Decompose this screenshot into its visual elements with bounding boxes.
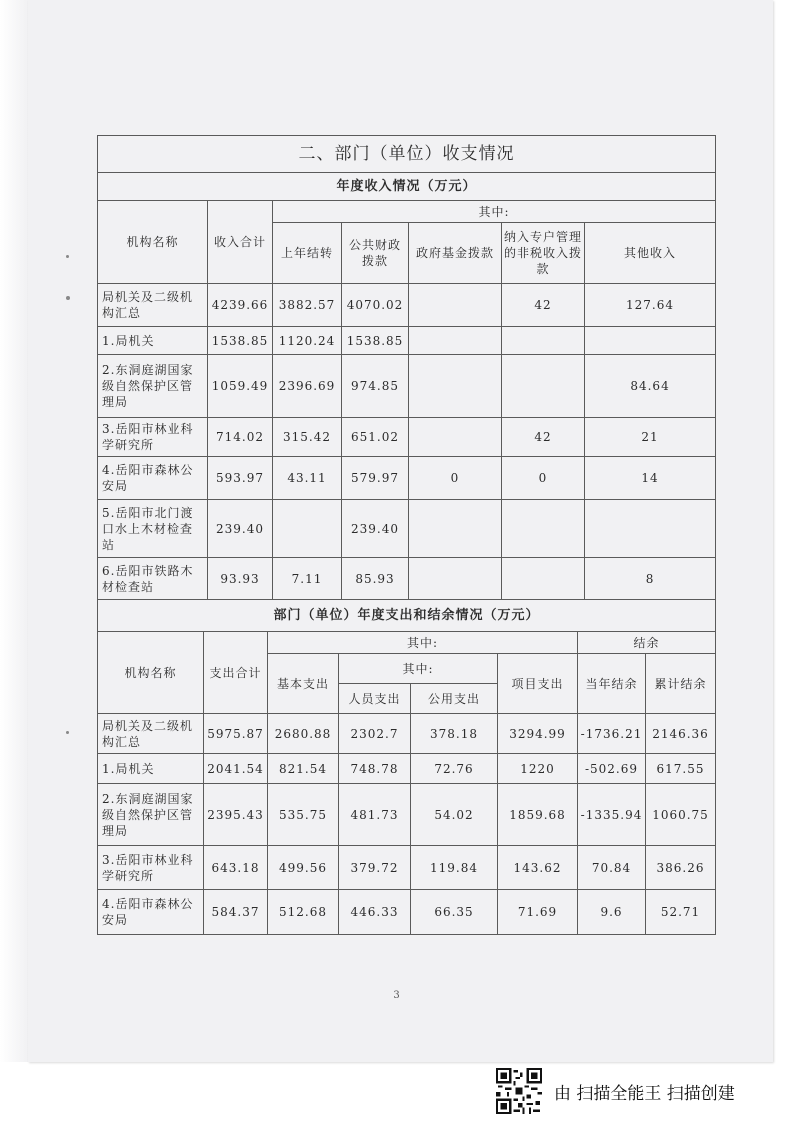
expense-header-personnel: 人员支出 xyxy=(339,684,411,714)
cell-public: 119.84 xyxy=(411,846,498,890)
expense-header-current: 当年结余 xyxy=(578,654,646,714)
income-header-other: 其他收入 xyxy=(585,223,716,284)
cell-project: 1859.68 xyxy=(498,784,578,846)
cell-total: 2395.43 xyxy=(204,784,268,846)
cell-fiscal: 4070.02 xyxy=(342,284,409,327)
cell-fiscal: 579.97 xyxy=(342,457,409,500)
cell-carryover: 1120.24 xyxy=(273,327,342,355)
cell-public: 378.18 xyxy=(411,714,498,754)
cell-nontax: 42 xyxy=(502,418,585,457)
cell-total: 593.97 xyxy=(208,457,273,500)
table-row xyxy=(98,558,716,600)
cell-govfund xyxy=(409,500,502,558)
cell-govfund xyxy=(409,284,502,327)
cell-public: 54.02 xyxy=(411,784,498,846)
row-name: 局机关及二级机构汇总 xyxy=(98,714,204,754)
cell-total: 643.18 xyxy=(204,846,268,890)
cell-public: 72.76 xyxy=(411,754,498,784)
cell-current: -1335.94 xyxy=(578,784,646,846)
income-header-govfund: 政府基金拨款 xyxy=(409,223,502,284)
row-name: 4.岳阳市森林公安局 xyxy=(98,457,208,500)
table-row xyxy=(98,754,716,784)
table-row xyxy=(98,846,716,890)
cell-personnel: 446.33 xyxy=(339,890,411,935)
scanner-watermark xyxy=(496,1067,735,1115)
row-name: 3.岳阳市林业科学研究所 xyxy=(98,846,204,890)
scan-speck xyxy=(66,296,70,300)
cell-total: 584.37 xyxy=(204,890,268,935)
cell-carryover: 7.11 xyxy=(273,558,342,600)
cell-govfund xyxy=(409,418,502,457)
cell-current: -502.69 xyxy=(578,754,646,784)
cell-project: 143.62 xyxy=(498,846,578,890)
cell-total: 239.40 xyxy=(208,500,273,558)
expense-header-basic: 基本支出 xyxy=(268,654,339,714)
cell-accum: 1060.75 xyxy=(646,784,716,846)
expense-header-public: 公用支出 xyxy=(411,684,498,714)
expense-header-project: 项目支出 xyxy=(498,654,578,714)
cell-basic: 512.68 xyxy=(268,890,339,935)
scan-speck xyxy=(66,731,69,734)
expense-header-total: 支出合计 xyxy=(204,632,268,714)
cell-other xyxy=(585,327,716,355)
cell-basic: 535.75 xyxy=(268,784,339,846)
cell-personnel: 481.73 xyxy=(339,784,411,846)
expense-table xyxy=(97,599,716,935)
watermark-text: 由 扫描全能王 扫描创建 xyxy=(554,1083,735,1104)
cell-current: 9.6 xyxy=(578,890,646,935)
page-number: 3 xyxy=(393,990,400,1001)
tables-wrapper xyxy=(97,135,715,935)
cell-basic: 2680.88 xyxy=(268,714,339,754)
cell-accum: 52.71 xyxy=(646,890,716,935)
cell-carryover: 2396.69 xyxy=(273,355,342,418)
expense-subtitle: 部门（单位）年度支出和结余情况（万元） xyxy=(98,600,716,632)
scan-speck xyxy=(66,255,69,258)
table-row xyxy=(98,418,716,457)
table-row xyxy=(98,457,716,500)
cell-nontax xyxy=(502,500,585,558)
cell-accum: 2146.36 xyxy=(646,714,716,754)
income-header-name: 机构名称 xyxy=(98,201,208,284)
cell-total: 2041.54 xyxy=(204,754,268,784)
cell-nontax xyxy=(502,327,585,355)
cell-fiscal: 651.02 xyxy=(342,418,409,457)
row-name: 6.岳阳市铁路木材检查站 xyxy=(98,558,208,600)
table-row xyxy=(98,327,716,355)
cell-total: 4239.66 xyxy=(208,284,273,327)
cell-basic: 499.56 xyxy=(268,846,339,890)
row-name: 2.东洞庭湖国家级自然保护区管理局 xyxy=(98,355,208,418)
cell-other: 14 xyxy=(585,457,716,500)
expense-header-name: 机构名称 xyxy=(98,632,204,714)
income-header-fiscal: 公共财政拨款 xyxy=(342,223,409,284)
row-name: 1.局机关 xyxy=(98,754,204,784)
table-row xyxy=(98,355,716,418)
row-name: 1.局机关 xyxy=(98,327,208,355)
cell-personnel: 2302.7 xyxy=(339,714,411,754)
table-row xyxy=(98,784,716,846)
income-header-of-which: 其中: xyxy=(273,201,716,223)
cell-fiscal: 1538.85 xyxy=(342,327,409,355)
cell-other: 8 xyxy=(585,558,716,600)
table-row xyxy=(98,890,716,935)
cell-fiscal: 85.93 xyxy=(342,558,409,600)
cell-accum: 386.26 xyxy=(646,846,716,890)
cell-govfund xyxy=(409,558,502,600)
cell-public: 66.35 xyxy=(411,890,498,935)
cell-other xyxy=(585,500,716,558)
qr-code-icon xyxy=(496,1068,542,1114)
cell-nontax xyxy=(502,355,585,418)
income-table xyxy=(97,135,716,600)
cell-other: 127.64 xyxy=(585,284,716,327)
expense-header-of-which-2: 其中: xyxy=(339,654,498,684)
section-title: 二、部门（单位）收支情况 xyxy=(98,136,716,173)
table-row xyxy=(98,284,716,327)
row-name: 5.岳阳市北门渡口水上木材检查站 xyxy=(98,500,208,558)
cell-total: 1059.49 xyxy=(208,355,273,418)
cell-personnel: 379.72 xyxy=(339,846,411,890)
row-name: 3.岳阳市林业科学研究所 xyxy=(98,418,208,457)
cell-other: 21 xyxy=(585,418,716,457)
cell-govfund xyxy=(409,327,502,355)
cell-total: 5975.87 xyxy=(204,714,268,754)
cell-govfund xyxy=(409,355,502,418)
cell-other: 84.64 xyxy=(585,355,716,418)
cell-accum: 617.55 xyxy=(646,754,716,784)
cell-nontax: 42 xyxy=(502,284,585,327)
row-name: 局机关及二级机构汇总 xyxy=(98,284,208,327)
cell-nontax: 0 xyxy=(502,457,585,500)
cell-nontax xyxy=(502,558,585,600)
income-header-total: 收入合计 xyxy=(208,201,273,284)
expense-header-accum: 累计结余 xyxy=(646,654,716,714)
cell-govfund: 0 xyxy=(409,457,502,500)
cell-project: 3294.99 xyxy=(498,714,578,754)
row-name: 2.东洞庭湖国家级自然保护区管理局 xyxy=(98,784,204,846)
cell-fiscal: 974.85 xyxy=(342,355,409,418)
cell-total: 714.02 xyxy=(208,418,273,457)
cell-carryover: 3882.57 xyxy=(273,284,342,327)
cell-total: 93.93 xyxy=(208,558,273,600)
cell-current: -1736.21 xyxy=(578,714,646,754)
income-header-nontax: 纳入专户管理的非税收入拨款 xyxy=(502,223,585,284)
cell-project: 1220 xyxy=(498,754,578,784)
cell-carryover: 315.42 xyxy=(273,418,342,457)
row-name: 4.岳阳市森林公安局 xyxy=(98,890,204,935)
table-row xyxy=(98,500,716,558)
cell-personnel: 748.78 xyxy=(339,754,411,784)
expense-header-balance: 结余 xyxy=(578,632,716,654)
cell-fiscal: 239.40 xyxy=(342,500,409,558)
cell-carryover: 43.11 xyxy=(273,457,342,500)
cell-project: 71.69 xyxy=(498,890,578,935)
table-row xyxy=(98,714,716,754)
cell-carryover xyxy=(273,500,342,558)
cell-basic: 821.54 xyxy=(268,754,339,784)
income-subtitle: 年度收入情况（万元） xyxy=(98,173,716,201)
page-edge-shade xyxy=(0,0,28,1062)
cell-current: 70.84 xyxy=(578,846,646,890)
expense-header-of-which: 其中: xyxy=(268,632,578,654)
cell-total: 1538.85 xyxy=(208,327,273,355)
income-header-carryover: 上年结转 xyxy=(273,223,342,284)
